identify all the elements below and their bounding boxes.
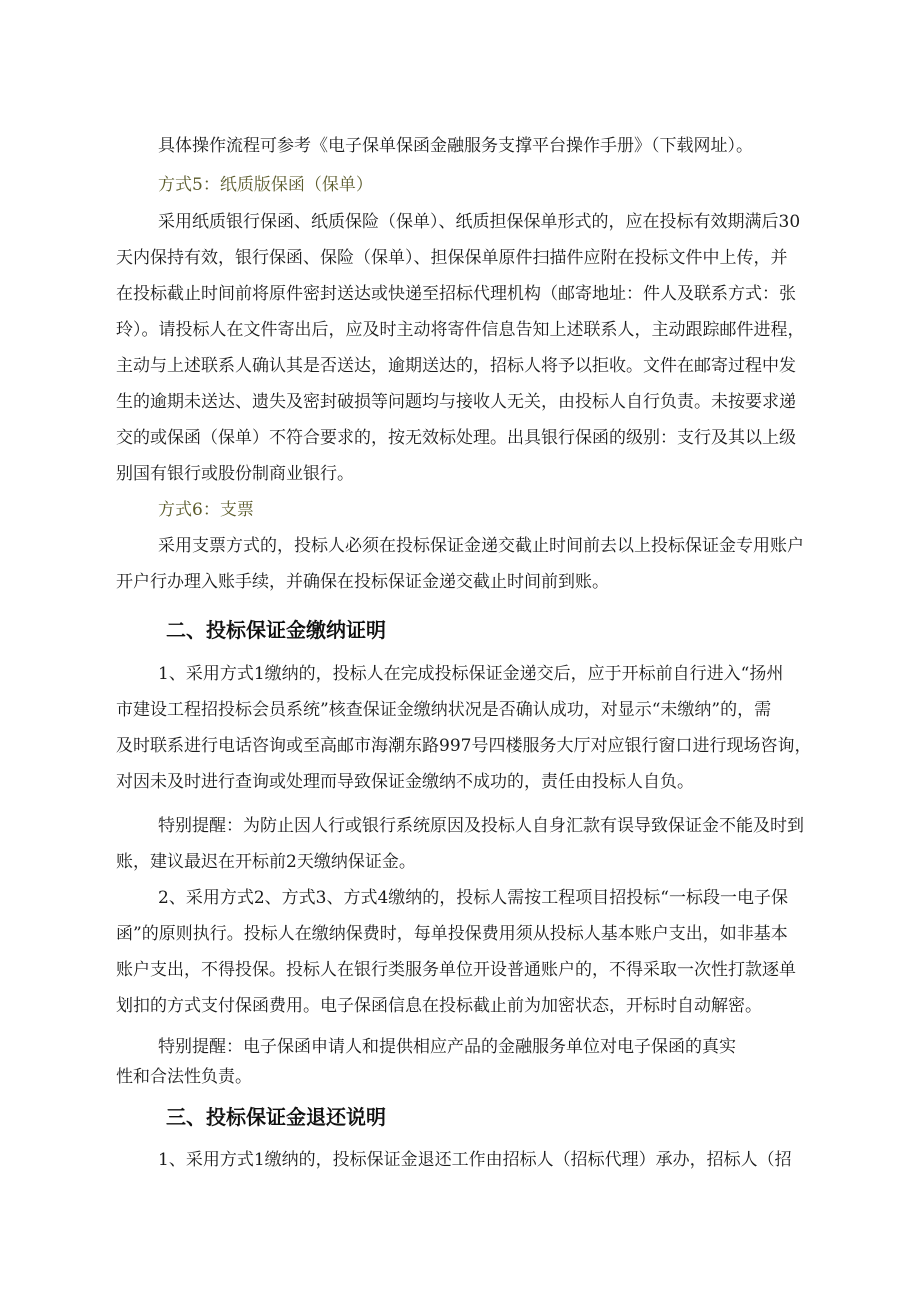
method5-title: 方式5：纸质版保函（保单） <box>158 175 373 195</box>
section3-item1-line: 1、采用方式1缴纳的，投标保证金退还工作由招标人（招标代理）承办，招标人（招 <box>158 1150 792 1170</box>
section2-item2-line: 函”的原则执行。投标人在缴纳保费时，每单投保费用须从投标人基本账户支出，如非基本 <box>116 924 788 944</box>
section2-notice2-line: 特别提醒：电子保函申请人和提供相应产品的金融服务单位对电子保函的真实 <box>158 1037 736 1057</box>
method5-line: 生的逾期未送达、遗失及密封破损等问题均与接收人无关，由投标人自行负责。未按要求递 <box>116 392 796 412</box>
section2-item1-line: 1、采用方式1缴纳的，投标人在完成投标保证金递交后，应于开标前自行进入“扬州 <box>158 664 784 684</box>
method6-line: 采用支票方式的，投标人必须在投标保证金递交截止时间前去以上投标保证金专用账户 <box>158 536 804 556</box>
section2-item1-line: 及时联系进行电话咨询或至高邮市海潮东路997号四楼服务大厅对应银行窗口进行现场咨询， <box>116 736 812 756</box>
section3-heading: 三、投标保证金退还说明 <box>166 1105 386 1129</box>
method5-line: 采用纸质银行保函、纸质保险（保单）、纸质担保保单形式的，应在投标有效期满后30 <box>158 212 801 232</box>
section2-item1-line: 市建设工程招投标会员系统”核查保证金缴纳状况是否确认成功，对显示“未缴纳”的，需 <box>116 700 772 720</box>
section2-notice1-line: 特别提醒：为防止因人行或银行系统原因及投标人自身汇款有误导致保证金不能及时到 <box>158 816 804 836</box>
method5-line: 交的或保函（保单）不符合要求的，按无效标处理。出具银行保函的级别：支行及其以上级 <box>116 428 796 448</box>
section2-item2-line: 2、采用方式2、方式3、方式4缴纳的，投标人需按工程项目招投标“一标段一电子保 <box>158 888 788 908</box>
intro-line: 具体操作流程可参考《电子保单保函金融服务支撑平台操作手册》（下载网址）。 <box>158 136 753 156</box>
section2-heading: 二、投标保证金缴纳证明 <box>166 618 386 642</box>
section2-notice2-line: 性和合法性负责。 <box>116 1067 252 1087</box>
method5-line: 别国有银行或股份制商业银行。 <box>116 464 354 484</box>
section2-item2-line: 账户支出，不得投保。投标人在银行类服务单位开设普通账户的，不得采取一次性打款逐单 <box>116 960 796 980</box>
section2-notice1-line: 账，建议最迟在开标前2天缴纳保证金。 <box>116 852 416 872</box>
method5-line: 主动与上述联系人确认其是否送达，逾期送达的，招标人将予以拒收。文件在邮寄过程中发 <box>116 356 796 376</box>
section2-item1-line: 对因未及时进行查询或处理而导致保证金缴纳不成功的，责任由投标人自负。 <box>116 772 694 792</box>
method5-line: 天内保持有效，银行保函、保险（保单）、担保保单原件扫描件应附在投标文件中上传，并 <box>116 248 788 268</box>
method5-line: 在投标截止时间前将原件密封送达或快递至招标代理机构（邮寄地址：件人及联系方式：张 <box>116 284 796 304</box>
method6-title: 方式6：支票 <box>158 500 254 520</box>
section2-item2-line: 划扣的方式支付保函费用。电子保函信息在投标截止前为加密状态，开标时自动解密。 <box>116 996 762 1016</box>
method5-line: 玲）。请投标人在文件寄出后，应及时主动将寄件信息告知上述联系人，主动跟踪邮件进程， <box>116 320 805 340</box>
method6-line: 开户行办理入账手续，并确保在投标保证金递交截止时间前到账。 <box>116 572 609 592</box>
